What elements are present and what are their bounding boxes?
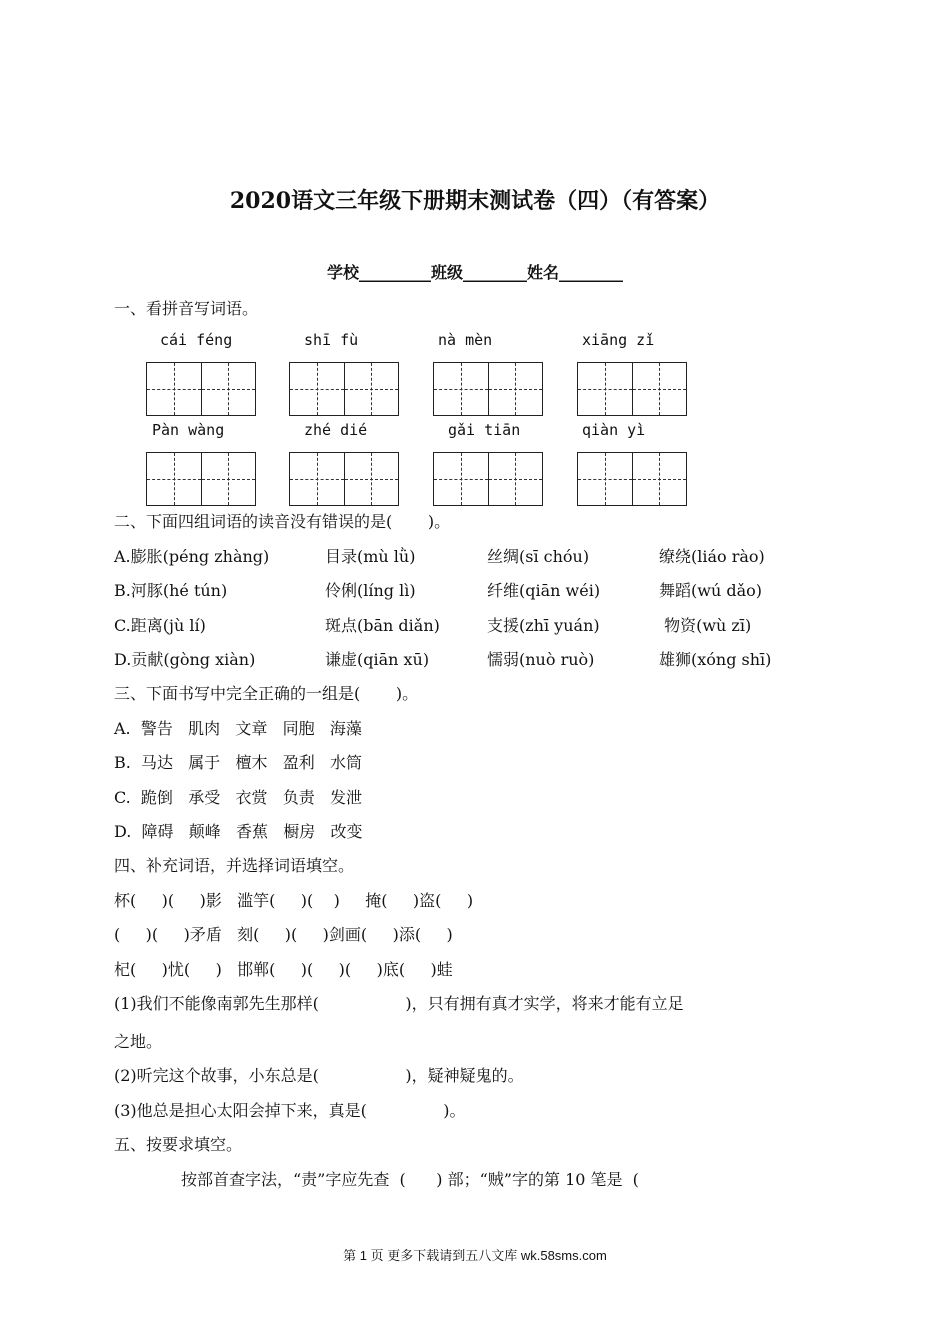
section3-heading: 三、下面书写中完全正确的一组是( )。	[114, 684, 419, 703]
pinyin-gaitian: gǎi tiān	[448, 421, 521, 439]
section3-option-d: D. 障碍 颠峰 香蕉 橱房 改变	[114, 822, 363, 841]
option-b-word1: B.河豚(hé tún)	[114, 581, 228, 600]
writing-grid-caifeng[interactable]	[146, 362, 256, 416]
option-c-word1: C.距离(jù lí)	[114, 616, 206, 635]
pinyin-qianyi: qiàn yì	[582, 421, 646, 439]
option-a-word4: 缭绕(liáo rào)	[659, 547, 765, 566]
pinyin-xiangzi: xiāng zǐ	[582, 331, 655, 349]
section3-option-b: B. 马达 属于 檀木 盈利 水筒	[114, 753, 363, 772]
option-d-word1: D.贡献(gòng xiàn)	[114, 650, 256, 669]
writing-grid-namen[interactable]	[433, 362, 543, 416]
writing-grid-xiangzi[interactable]	[577, 362, 687, 416]
student-info-line: 学校_________班级________姓名________	[326, 263, 623, 282]
option-a-word2: 目录(mù lǜ)	[325, 547, 416, 566]
option-c-word3: 支援(zhī yuán)	[487, 616, 600, 635]
pinyin-namen: nà mèn	[438, 331, 493, 349]
section1-heading: 一、看拼音写词语。	[114, 299, 259, 318]
option-c-word2: 斑点(bān diǎn)	[325, 616, 440, 635]
section4-heading: 四、补充词语，并选择词语填空。	[114, 856, 355, 875]
option-b-word4: 舞蹈(wú dǎo)	[659, 581, 762, 600]
section5-heading: 五、按要求填空。	[114, 1135, 243, 1154]
option-b-word3: 纤维(qiān wéi)	[487, 581, 601, 600]
writing-grid-zhedie[interactable]	[289, 452, 399, 506]
section2-heading: 二、下面四组词语的读音没有错误的是( )。	[114, 512, 451, 531]
writing-grid-shifu[interactable]	[289, 362, 399, 416]
page-footer: 第 1 页 更多下载请到五八文库 wk.58sms.com	[343, 1248, 607, 1263]
section3-option-c: C. 跪倒 承受 衣赏 负责 发泄	[114, 788, 362, 807]
option-d-word3: 懦弱(nuò ruò)	[487, 650, 595, 669]
option-a-word3: 丝绸(sī chóu)	[487, 547, 590, 566]
option-a-word1: A.膨胀(péng zhàng)	[114, 547, 270, 566]
option-c-word4: 物资(wù zī)	[659, 616, 752, 635]
option-d-word2: 谦虚(qiān xū)	[325, 650, 430, 669]
option-d-word4: 雄狮(xóng shī)	[659, 650, 772, 669]
idiom-line-3: 杞( )忧( ) 邯郸( )( )( )底( )蛙	[114, 960, 453, 979]
writing-grid-gaitian[interactable]	[433, 452, 543, 506]
fill-question-1-cont: 之地。	[114, 1032, 163, 1051]
pinyin-panwang: Pàn wàng	[152, 421, 225, 439]
pinyin-shifu: shī fù	[304, 331, 359, 349]
writing-grid-panwang[interactable]	[146, 452, 256, 506]
idiom-line-1: 杯( )( )影 滥竽( )( ) 掩( )盗( )	[114, 891, 474, 910]
idiom-line-2: ( )( )矛盾 刻( )( )剑画( )添( )	[114, 925, 453, 944]
page-title: 2020语文三年级下册期末测试卷（四）（有答案）	[229, 188, 721, 214]
pinyin-zhedie: zhé dié	[304, 421, 368, 439]
option-b-word2: 伶俐(líng lì)	[325, 581, 416, 600]
section5-line-1: 按部首查字法，“责”字应先查 ( ) 部；“贼”字的第 10 笔是 (	[181, 1170, 639, 1189]
fill-question-2: (2)听完这个故事，小东总是( )，疑神疑鬼的。	[114, 1066, 524, 1085]
fill-question-1: (1)我们不能像南郭先生那样( )，只有拥有真才实学，将来才能有立足	[114, 994, 684, 1013]
writing-grid-qianyi[interactable]	[577, 452, 687, 506]
section3-option-a: A. 警告 肌肉 文章 同胞 海藻	[114, 719, 362, 738]
pinyin-caifeng: cái féng	[160, 331, 233, 349]
fill-question-3: (3)他总是担心太阳会掉下来，真是( )。	[114, 1101, 466, 1120]
